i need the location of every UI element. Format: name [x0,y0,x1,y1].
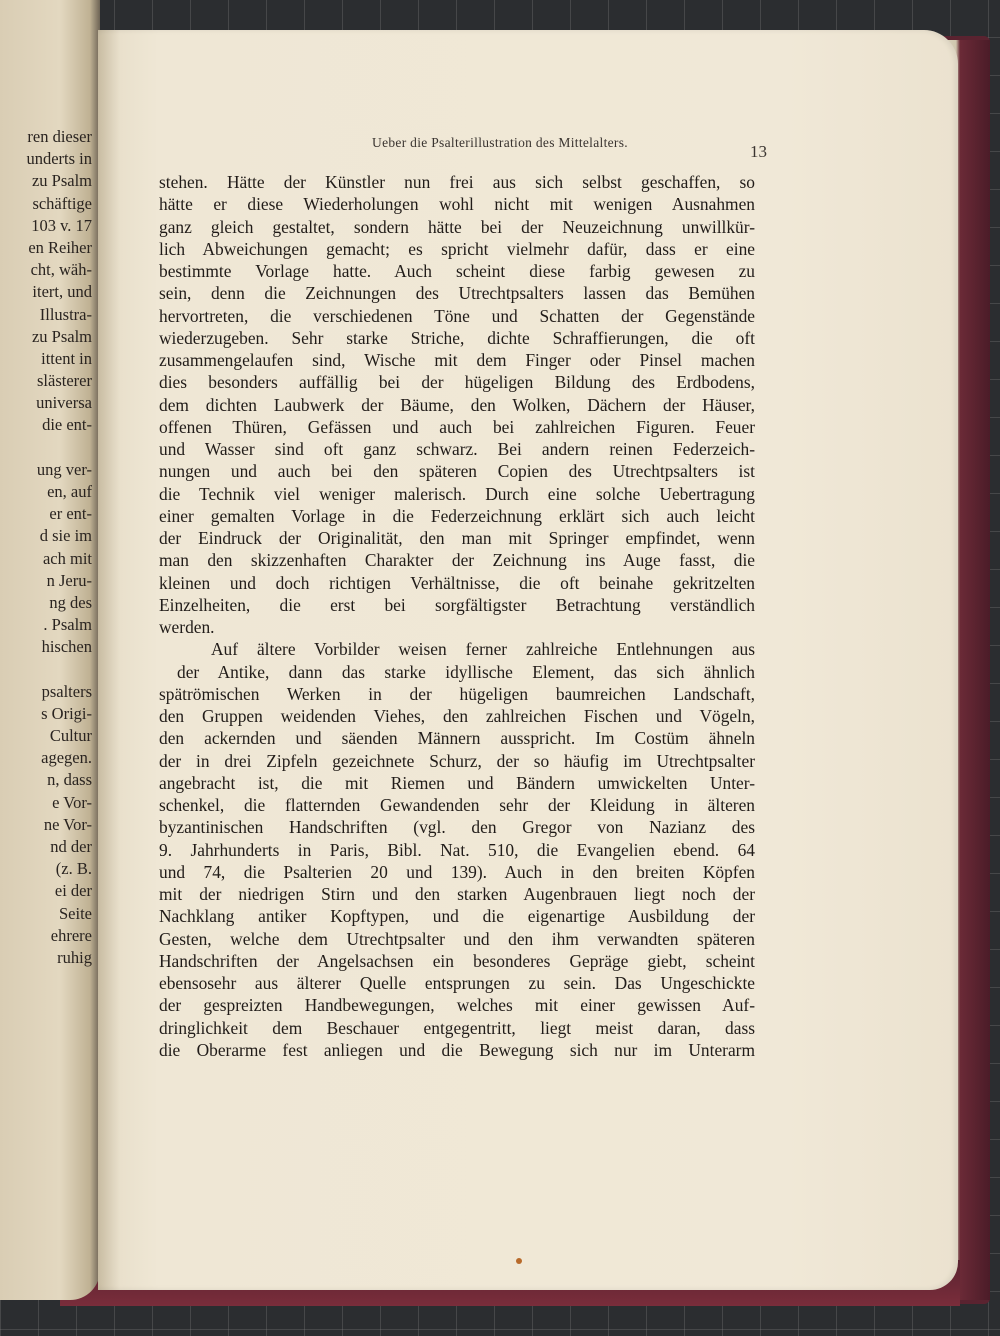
facing-page-line: itert, und [32,282,92,302]
text-line: spätrömischen Werken in der hügeligen baumreichen Landschaft, [159,683,755,704]
text-line: angebracht ist, die mit Riemen und Bändern umwickelten Unter- [159,772,755,793]
facing-page-line [0,659,92,681]
text-line: Gesten, welche dem Utrechtpsalter und den ihm verwandten späteren [159,928,755,949]
facing-page-line: Illustra- [39,304,92,324]
text-line: sein, denn die Zeichnungen des Utrechtpsalters lassen das Bemühen [159,283,755,304]
facing-page-line: n, dass [47,770,92,790]
text-line: der Antike, dann das starke idyllische Element, das sich ähnlich [177,661,755,682]
facing-page-line: nd der [50,837,92,856]
text-line: 9. Jahrhunderts in Paris, Bibl. Nat. 510, die Evangelien ebend. 64 [159,839,755,860]
facing-page-line: (z. B. [55,859,92,879]
facing-page-line: ittent in [41,348,92,368]
facing-page-line: Cultur [49,726,92,746]
facing-page-line: ng des [49,592,92,612]
text-line: die Oberarme fest anliegen und die Bewegung sich nur im Unterarm [159,1039,755,1060]
text-line: hervortreten, die verschiedenen Töne und Schatten der Gegenstände [159,305,755,326]
text-line: dies besonders auffällig bei der hügeligen Bildung des Erdbodens, [159,372,755,393]
text-line: der in drei Zipfeln gezeichnete Schurz, der so häufig im Utrechtpsalter [159,750,755,771]
text-line: Nachklang antiker Kopftypen, und die eigenartige Ausbildung der [159,906,755,927]
text-line: mit der niedrigen Stirn und den starken Augenbrauen liegt noch der [159,884,755,904]
text-line: nungen und auch bei den späteren Copien des Utrechtpsalters ist [159,461,755,482]
text-line: Handschriften der Angelsachsen ein besonderes Gepräge giebt, scheint [159,950,755,971]
text-line: ganz gleich gestaltet, sondern hätte bei der Neuzeichnung unwillkür- [159,216,755,237]
facing-page-line: . Psalm [43,615,92,635]
facing-page-line: cht, wäh- [30,260,92,280]
facing-page-line: d sie im [39,526,92,546]
text-line: hätte er diese Wiederholungen wohl nicht mit wenigen Ausnahmen [159,194,755,215]
text-line: und 74, die Psalterien 20 und 139). Auch in den breiten Köpfen [159,861,755,882]
text-line: und Wasser sind oft ganz schwarz. Bei andern reinen Federzeich- [159,439,755,459]
facing-page-line: en, auf [47,482,92,501]
text-line: offenen Thüren, Gefässen und auch bei zahlreichen Figuren. Feuer [159,416,755,437]
running-head: Ueber die Psalterillustration des Mittelalters. [372,135,628,150]
facing-page-text [0,126,92,969]
text-line: zusammengelaufen sind, Wische mit dem Finger oder Pinsel machen [159,350,755,370]
facing-page-line: schäftige [32,193,92,213]
text-line: schenkel, die flatternden Gewandenden sehr der Kleidung in älteren [159,795,755,815]
text-line: dringlichkeit dem Beschauer entgegentritt, liegt meist daran, dass [159,1017,755,1038]
text-line: die Technik viel weniger malerisch. Durch eine solche Uebertragung [159,483,755,504]
text-line: der Eindruck der Originalität, den man mit Springer empfindet, wenn [159,528,755,548]
text-line: wiederzugeben. Sehr starke Striche, dichte Schraffierungen, die oft [159,327,755,348]
facing-page-line: psalters [41,681,92,701]
text-line: lich Abweichungen gemacht; es spricht vielmehr dafür, dass er eine [159,238,755,259]
text-line: der gespreizten Handbewegungen, welches mit einer gewissen Auf- [159,995,755,1016]
paper-stain [516,1258,522,1264]
text-line: Auf ältere Vorbilder weisen ferner zahlreiche Entlehnungen aus [211,639,755,660]
facing-page-line [0,437,92,459]
facing-page-line: hischen [41,637,92,657]
facing-page-line: en Reiher [28,237,92,257]
facing-page-line: die ent- [42,415,92,435]
facing-page-line: ren dieser [27,127,92,146]
facing-page [0,0,100,1300]
text-line: einer gemalten Vorlage in die Federzeichnung erklärt sich auch leicht [159,505,755,526]
facing-page-line: zu Psalm [31,326,92,346]
text-line: ebensosehr aus älterer Quelle entsprungen zu sein. Das Ungeschickte [159,973,755,993]
facing-page-line: ung ver- [36,459,92,479]
text-line: stehen. Hätte der Künstler nun frei aus sich selbst geschaffen, so [159,172,755,192]
text-line: den ackernden und säenden Männern ausspricht. Im Costüm ähneln [159,728,755,749]
body-text [159,171,755,1061]
text-line: man den skizzenhaften Charakter der Zeichnung ins Auge fasst, die [159,550,755,571]
facing-page-line: s Origi- [41,703,92,723]
facing-page-line: ne Vor- [43,814,92,834]
text-line: dem dichten Laubwerk der Bäume, den Wolken, Dächern der Häuser, [159,394,755,415]
text-line: kleinen und doch richtigen Verhältnisse, die oft beinahe gekritzelten [159,572,755,593]
text-line: byzantinischen Handschriften (vgl. den Gregor von Nazianz des [159,817,755,838]
page-number: 13 [750,142,767,161]
facing-page-line: ehrere [50,925,92,945]
facing-page-line: zu Psalm [31,171,92,191]
facing-page-line: er ent- [49,504,92,524]
facing-page-line: ruhig [57,947,92,967]
facing-page-line: ei der [54,881,92,901]
text-line: Einzelheiten, die erst bei sorgfältigster Betrachtung verständlich [159,594,755,615]
facing-page-line: n Jeru- [46,570,92,590]
facing-page-line: underts in [26,149,92,169]
facing-page-line: slästerer [37,371,92,391]
text-line: bestimmte Vorlage hatte. Auch scheint diese farbig gewesen zu [159,261,755,281]
facing-page-line: ach mit [42,548,92,568]
facing-page-line: agegen. [41,748,92,768]
text-line: werden. [159,617,215,637]
facing-page-line: Seite [59,903,92,923]
text-line: den Gruppen weidenden Viehes, den zahlreichen Fischen und Vögeln, [159,706,755,726]
facing-page-line: universa [36,393,92,413]
facing-page-line: 103 v. 17 [31,215,92,235]
facing-page-line: e Vor- [52,792,92,812]
